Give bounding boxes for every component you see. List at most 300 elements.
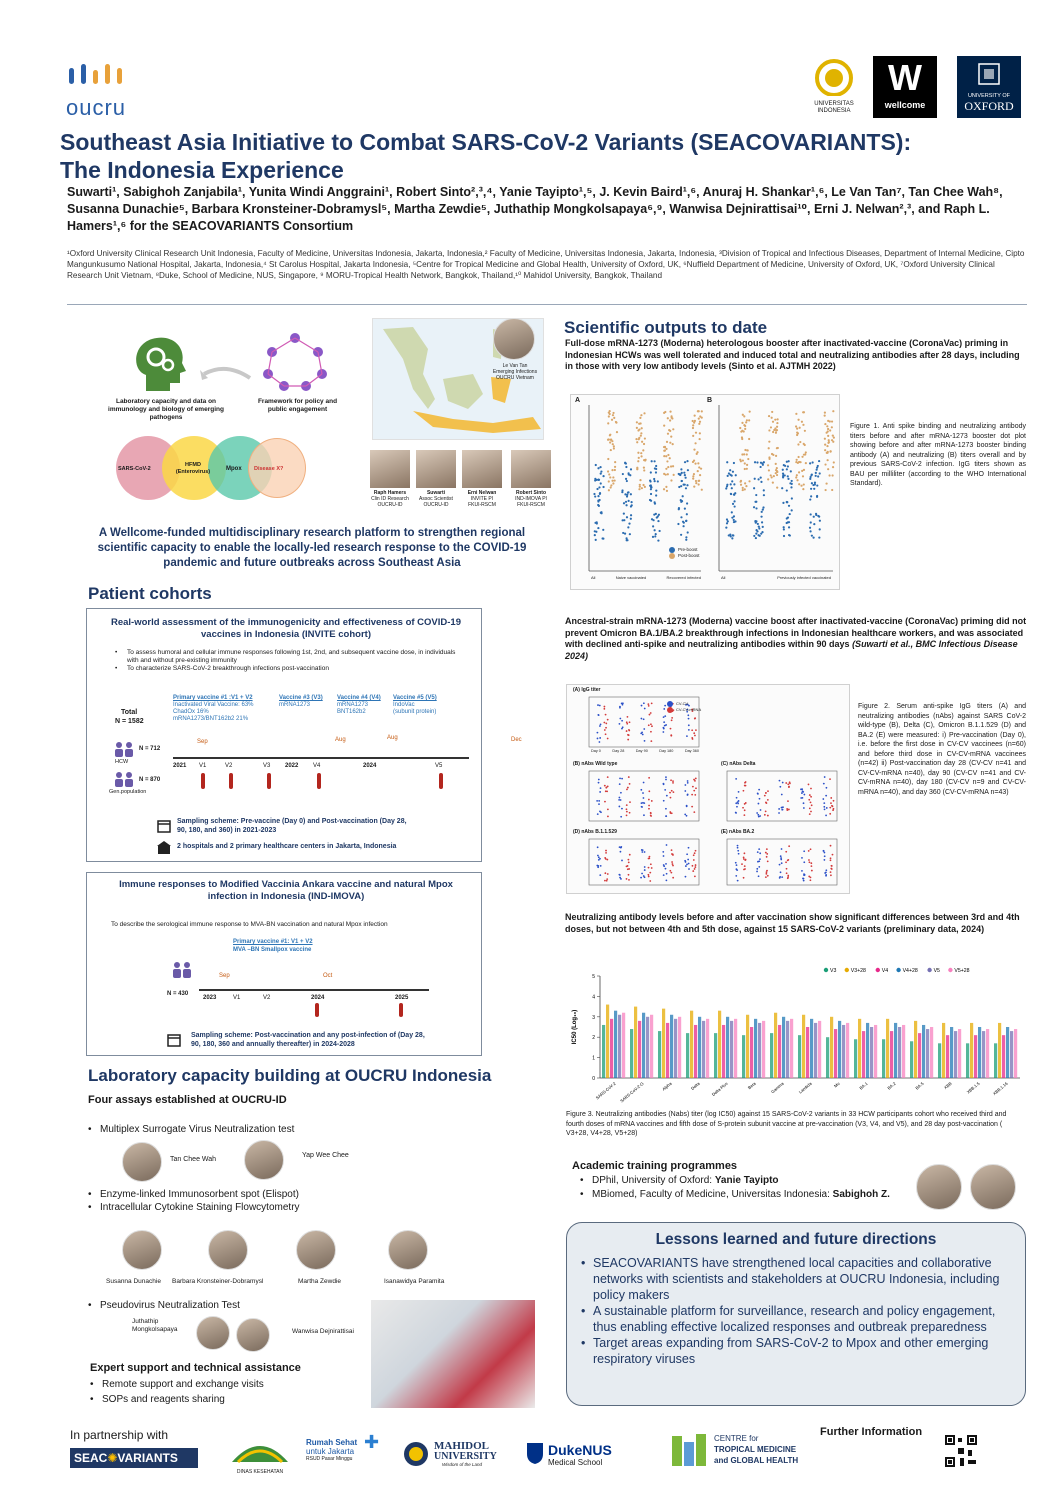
figure2-point bbox=[758, 875, 760, 877]
figure2-point bbox=[688, 868, 690, 870]
figure2-point bbox=[603, 722, 605, 724]
figure2-point bbox=[810, 801, 812, 803]
figure1-point bbox=[698, 423, 700, 425]
figure2-point bbox=[695, 850, 697, 852]
figure1-point bbox=[775, 455, 777, 457]
figure1-point bbox=[594, 495, 596, 497]
figure2-point bbox=[685, 876, 687, 878]
figure2-point bbox=[596, 800, 598, 802]
figure2-point bbox=[744, 803, 746, 805]
bar-v3-plus-28 bbox=[774, 1013, 777, 1078]
figure2-point bbox=[787, 783, 789, 785]
figure1-point bbox=[699, 438, 701, 440]
ctmgh-text-3: and GLOBAL HEALTH bbox=[714, 1456, 799, 1465]
figure2-point bbox=[735, 875, 737, 877]
figure2-point bbox=[695, 778, 697, 780]
figure1-point bbox=[726, 485, 728, 487]
bar-v5-plus-28 bbox=[762, 1021, 765, 1078]
figure1-point bbox=[744, 488, 746, 490]
figure2-point bbox=[735, 862, 737, 864]
figure2-point bbox=[808, 799, 810, 801]
oucru-logo-text: oucru bbox=[66, 95, 127, 120]
figure1-point bbox=[627, 492, 629, 494]
figure1-point bbox=[798, 483, 800, 485]
out2-summary: Ancestral-strain mRNA-1273 (Moderna) vaccine boost after inactivated-vaccine (CoronaVac) priming did not prevent Omicron BA.1/BA.2 breakthrough infections in Indonesian healthcare workers, and was associated with declined anti-spike and neutralizing antibodies within 90 days bbox=[565, 616, 1027, 649]
figure1-point bbox=[602, 486, 604, 488]
figure1-point bbox=[800, 485, 802, 487]
figure1-point bbox=[744, 425, 746, 427]
figure2-caption: Figure 2. Serum anti-spike IgG titers (A) and neutralizing antibodies (nAbs) against SARS CoV-2 wild-type (B), Delta (C), Omicron B.1.1.529 (D) and BA.2 (E) were measured: i) Pre-vaccination (Day 0), i.e. before the first dose in CV-CV vaccinees (n=60) and before third dose in CV-CV-mRNA vaccinees (n=42) ii) Post-vaccination day 28 (CV-CV n=41 and CV-CV-mRNA n=40), day 90 (CV-CV n=41 and CV-CV-mRNA n=40), day 180 (CV-CV n=9 and CV-CV-mRNA n=40), and day 360 (CV-CV-mRNA n=43) bbox=[858, 703, 1026, 796]
figure1-point bbox=[824, 412, 826, 414]
figure1-point bbox=[801, 470, 803, 472]
figure2-point bbox=[692, 786, 694, 788]
imova-calendar-icon bbox=[167, 1033, 181, 1047]
figure2-point bbox=[626, 804, 628, 806]
figure1-point bbox=[760, 533, 762, 535]
figure1-point bbox=[746, 464, 748, 466]
figure1-point bbox=[643, 443, 645, 445]
person-name: Isanawidya Paramita bbox=[384, 1278, 445, 1285]
figure2-point bbox=[605, 858, 607, 860]
figure2-point bbox=[597, 704, 599, 706]
figure1-point bbox=[817, 465, 819, 467]
figure1-point bbox=[593, 493, 595, 495]
venn-diagram bbox=[116, 436, 308, 500]
y-tick-label: 1 bbox=[592, 1055, 595, 1062]
figure1-point bbox=[804, 430, 806, 432]
figure1-point bbox=[832, 435, 834, 437]
lesson-item: • A sustainable platform for surveillance, research and policy engagement, thus enabling effective localized responses and outbreak preparedness bbox=[593, 1303, 1009, 1335]
figure2-point bbox=[688, 863, 690, 865]
bar-v3 bbox=[686, 1033, 689, 1078]
imova-visit: V2 bbox=[263, 995, 271, 1001]
figure1-point bbox=[666, 460, 668, 462]
figure2-point bbox=[626, 811, 628, 813]
figure1-point bbox=[630, 514, 632, 516]
figure1-point bbox=[811, 474, 813, 476]
figure1-point bbox=[597, 467, 599, 469]
figure2-point bbox=[651, 800, 653, 802]
figure1-point bbox=[796, 479, 798, 481]
figure2-point bbox=[640, 877, 642, 879]
figure2-point bbox=[785, 782, 787, 784]
figure2-point bbox=[811, 870, 813, 872]
figure1-point bbox=[611, 480, 613, 482]
bar-v5-plus-28 bbox=[930, 1027, 933, 1078]
legend-swatch bbox=[927, 968, 931, 972]
figure2-point bbox=[822, 798, 824, 800]
figure1-point bbox=[597, 500, 599, 502]
figure2-point bbox=[598, 803, 600, 805]
vaccine-col-body: Inactivated Viral Vaccine: 63% ChadOx 16% mRNA1273/BNT162b2 21% bbox=[173, 702, 254, 722]
figure2-point bbox=[597, 865, 599, 867]
figure1-point bbox=[732, 503, 734, 505]
figure2-point bbox=[650, 815, 652, 817]
figure1-point bbox=[755, 494, 757, 496]
figure2-point bbox=[619, 718, 621, 720]
training-prefix: MBiomed, Faculty of Medicine, Universitas Indonesia: bbox=[592, 1189, 833, 1200]
figure2-point bbox=[686, 853, 688, 855]
training-list bbox=[580, 1174, 910, 1202]
timeline-visit: V3 bbox=[263, 763, 271, 769]
bar-v4 bbox=[610, 1019, 613, 1078]
ui-logo-text: UNIVERSITAS INDONESIA bbox=[814, 101, 854, 114]
figure2-point bbox=[803, 807, 805, 809]
legend-swatch bbox=[948, 968, 952, 972]
figure1-point bbox=[624, 533, 626, 535]
figure1-point bbox=[742, 487, 744, 489]
figure2-point bbox=[648, 858, 650, 860]
figure1-point bbox=[754, 501, 756, 503]
figure2-point bbox=[789, 781, 791, 783]
figure2-point bbox=[606, 790, 608, 792]
figure2-point bbox=[832, 854, 834, 856]
figure1-point bbox=[638, 488, 640, 490]
figure2-point bbox=[598, 779, 600, 781]
figure2-point bbox=[644, 740, 646, 742]
figure2-point bbox=[757, 793, 759, 795]
figure2-point bbox=[627, 787, 629, 789]
figure1-point bbox=[651, 460, 653, 462]
x-tick-label: SARS-CoV-2-G bbox=[619, 1080, 645, 1104]
bar-v4-plus-28 bbox=[866, 1023, 869, 1078]
figure2-point bbox=[621, 720, 623, 722]
x-tick-label: XBB bbox=[943, 1080, 953, 1091]
figure2-point bbox=[619, 846, 621, 848]
invite-bullet: • To characterize SARS-CoV-2 breakthrough infections post-vaccination bbox=[127, 665, 465, 673]
figure1-point bbox=[733, 494, 735, 496]
figure1-point bbox=[776, 474, 778, 476]
figure1-point bbox=[815, 475, 817, 477]
figure2-point bbox=[651, 702, 653, 704]
figure2-point bbox=[604, 706, 606, 708]
figure1-point bbox=[771, 476, 773, 478]
person-photo bbox=[462, 450, 502, 488]
figure1-point bbox=[680, 468, 682, 470]
legend-label: V3+28 bbox=[850, 968, 866, 974]
figure1-point bbox=[801, 421, 803, 423]
figure1-point bbox=[597, 527, 599, 529]
figure2-point bbox=[604, 872, 606, 874]
figure1-point bbox=[744, 428, 746, 430]
figure1-point bbox=[625, 466, 627, 468]
figure1-point bbox=[744, 482, 746, 484]
oxford-big-text: OXFORD bbox=[964, 99, 1014, 113]
bar-v4 bbox=[638, 1021, 641, 1078]
figure1-point bbox=[641, 427, 643, 429]
figure2-point bbox=[648, 808, 650, 810]
figure2-point bbox=[606, 878, 608, 880]
invite-sampling: Sampling scheme: Pre-vaccine (Day 0) and Post-vaccination (Day 28, 90, 180, and 360) in 2021-2023 bbox=[177, 818, 407, 834]
bar-v5-plus-28 bbox=[734, 1019, 737, 1078]
bar-v4 bbox=[1002, 1035, 1005, 1078]
vaccine-col-body: mRNA1273 BNT162b2 bbox=[337, 702, 369, 715]
figure2-point bbox=[648, 876, 650, 878]
figure2-point bbox=[736, 806, 738, 808]
figure1-point bbox=[816, 484, 818, 486]
figure1-point bbox=[635, 438, 637, 440]
figure2-point bbox=[643, 797, 645, 799]
figure2-point bbox=[641, 718, 643, 720]
figure1-point bbox=[777, 447, 779, 449]
figure1-point bbox=[652, 536, 654, 538]
figure1-point bbox=[795, 425, 797, 427]
figure1-point bbox=[610, 439, 612, 441]
figure1-point bbox=[726, 522, 728, 524]
imova-people-icon bbox=[171, 961, 193, 979]
bar-v3 bbox=[938, 1043, 941, 1078]
figure1-point bbox=[817, 475, 819, 477]
figure2-point bbox=[650, 712, 652, 714]
imova-month: Sep bbox=[219, 973, 230, 979]
wellcome-letter: W bbox=[888, 57, 922, 98]
figure2-point bbox=[618, 806, 620, 808]
bar-v3-plus-28 bbox=[886, 1019, 889, 1078]
group-label: Previously infected vaccinated bbox=[777, 575, 831, 580]
figure1-point bbox=[755, 507, 757, 509]
figure1-point bbox=[643, 412, 645, 414]
figure2-point bbox=[641, 851, 643, 853]
figure2-point bbox=[606, 786, 608, 788]
figure1-point bbox=[789, 513, 791, 515]
figure2-point bbox=[810, 796, 812, 798]
figure2-point bbox=[785, 861, 787, 863]
figure1-point bbox=[643, 467, 645, 469]
bar-v3-plus-28 bbox=[606, 1005, 609, 1078]
oxford-logo bbox=[957, 56, 1021, 118]
figure1-point bbox=[663, 425, 665, 427]
figure2-legend bbox=[667, 701, 701, 713]
person-photo bbox=[388, 1230, 428, 1270]
figure1-point bbox=[805, 451, 807, 453]
figure1-point bbox=[824, 438, 826, 440]
hospital-icon bbox=[157, 841, 171, 855]
figure2-point bbox=[765, 801, 767, 803]
bar-v3-plus-28 bbox=[830, 1017, 833, 1078]
figure1-point bbox=[788, 505, 790, 507]
intro-arrow-icon bbox=[198, 360, 254, 384]
legend-label: V5+28 bbox=[954, 968, 970, 974]
figure1-point bbox=[602, 529, 604, 531]
bar-v4 bbox=[834, 1029, 837, 1078]
affiliations: ¹Oxford University Clinical Research Unit Indonesia, Faculty of Medicine, Universitas Indonesia, Jakarta, Indonesia,² Faculty of Medicine, Universitas Indonesia, Jakarta, Indonesia, ³Division of Tropical and Infectious Diseases, Department of Internal Medicine, Cipto Mangunkusumo National Hospital, Jakarta, Indonesia,⁴ St Carolus Hospital, Jakarta Indonesia, ⁵Centre for Tropical Medicine and Global Health, University of Oxford, UK, ⁶Nuffield Department of Medicine, University of Oxford, UK, ⁷Oxford University Clinical Research Unit Vietnam, ⁸Duke, School of Medicine, NUS, Singapore, ⁹ MORU-Tropical Health Network, Bangkok, Thailand,¹⁰ Mahidol University, Bangkok, Thailand bbox=[67, 249, 1025, 280]
figure1-point bbox=[630, 518, 632, 520]
figure1-point bbox=[812, 461, 814, 463]
figure1-point bbox=[746, 453, 748, 455]
figure1-point bbox=[799, 441, 801, 443]
figure1-point bbox=[616, 431, 618, 433]
figure2-point bbox=[600, 865, 602, 867]
lab-photo bbox=[371, 1300, 535, 1408]
figure1-point bbox=[788, 526, 790, 528]
figure1-point bbox=[697, 480, 699, 482]
figure2-point bbox=[670, 797, 672, 799]
figure3 bbox=[566, 962, 1028, 1108]
figure1-point bbox=[827, 428, 829, 430]
legend-label: V4 bbox=[881, 968, 889, 974]
figure2-point bbox=[619, 877, 621, 879]
figure1-point bbox=[783, 526, 785, 528]
figure1-point bbox=[790, 486, 792, 488]
figure2-point bbox=[627, 865, 629, 867]
figure1-point bbox=[774, 419, 776, 421]
support-heading: Expert support and technical assistance bbox=[90, 1362, 301, 1374]
figure1-point bbox=[772, 431, 774, 433]
figure2-point bbox=[809, 813, 811, 815]
bar-v5 bbox=[758, 1023, 761, 1078]
x-tick-label: Gamma bbox=[770, 1080, 785, 1095]
figure1-point bbox=[744, 449, 746, 451]
figure2-point bbox=[648, 799, 650, 801]
figure2-point bbox=[779, 780, 781, 782]
invite-box bbox=[86, 608, 522, 862]
intro-statement: A Wellcome-funded multidisciplinary research platform to strengthen regional scientific capacity to enable the locally-led research response to the COVID-19 pandemic and future outbreaks across Southeast Asia bbox=[97, 527, 527, 569]
figure1-point bbox=[667, 433, 669, 435]
figure1-point bbox=[700, 468, 702, 470]
figure1-point bbox=[685, 539, 687, 541]
figure1 bbox=[570, 394, 840, 590]
figure1-point bbox=[797, 456, 799, 458]
figure2-point bbox=[599, 737, 601, 739]
person-org: OUCRU-ID bbox=[423, 502, 449, 508]
dukenus-logo bbox=[526, 1442, 650, 1470]
figure2-point bbox=[688, 729, 690, 731]
figure1-point bbox=[741, 436, 743, 438]
figure1-point bbox=[753, 506, 755, 508]
figure1-point bbox=[759, 466, 761, 468]
figure1-point bbox=[783, 464, 785, 466]
figure1-point bbox=[749, 411, 751, 413]
figure2-point bbox=[765, 852, 767, 854]
figure2-point bbox=[692, 865, 694, 867]
figure2-point bbox=[759, 798, 761, 800]
figure1-point bbox=[819, 528, 821, 530]
figure1-point bbox=[698, 483, 700, 485]
figure1-point bbox=[640, 422, 642, 424]
figure2-point bbox=[735, 778, 737, 780]
figure2-point bbox=[650, 863, 652, 865]
figure2-point bbox=[648, 790, 650, 792]
person-photo bbox=[208, 1230, 248, 1270]
person-photo bbox=[122, 1230, 162, 1270]
figure2-point bbox=[687, 794, 689, 796]
bar-v4 bbox=[946, 1035, 949, 1078]
figure2-point bbox=[647, 703, 649, 705]
figure1-point bbox=[798, 471, 800, 473]
bar-v5-plus-28 bbox=[818, 1021, 821, 1078]
bar-v4 bbox=[750, 1027, 753, 1078]
figure1-point bbox=[743, 430, 745, 432]
bar-v5 bbox=[926, 1029, 929, 1078]
figure1-point bbox=[693, 422, 695, 424]
figure2-point bbox=[626, 814, 628, 816]
figure2-point bbox=[598, 856, 600, 858]
figure2-point bbox=[744, 859, 746, 861]
group-label: Recovered infected bbox=[666, 575, 701, 580]
figure1-point bbox=[699, 415, 701, 417]
figure1-point bbox=[678, 473, 680, 475]
figure1-point bbox=[791, 497, 793, 499]
figure1-point bbox=[680, 534, 682, 536]
bar-v5-plus-28 bbox=[706, 1019, 709, 1078]
imova-timeline bbox=[199, 969, 429, 1019]
figure2-point bbox=[765, 792, 767, 794]
training-name: Yanie Tayipto bbox=[714, 1175, 779, 1186]
figure1-point bbox=[730, 483, 732, 485]
figure2-point bbox=[782, 782, 784, 784]
figure1-point bbox=[665, 448, 667, 450]
figure1-point bbox=[725, 487, 727, 489]
vaccine-col bbox=[173, 695, 273, 723]
figure1-point bbox=[802, 411, 804, 413]
bar-v5-plus-28 bbox=[1014, 1029, 1017, 1078]
qr-code[interactable] bbox=[944, 1434, 978, 1468]
intro-people bbox=[368, 450, 558, 512]
figure2-point bbox=[599, 811, 601, 813]
figure2-point bbox=[778, 812, 780, 814]
figure1-point bbox=[669, 419, 671, 421]
figure1-point bbox=[731, 487, 733, 489]
timeline-year: 2022 bbox=[285, 763, 299, 769]
person-role: Clin ID Research bbox=[371, 496, 409, 502]
figure2-point bbox=[687, 780, 689, 782]
figure2-point bbox=[669, 811, 671, 813]
figure1-point bbox=[609, 434, 611, 436]
figure2-point bbox=[685, 865, 687, 867]
figure1-point bbox=[613, 447, 615, 449]
figure1-point bbox=[630, 468, 632, 470]
figure2-point bbox=[670, 779, 672, 781]
figure2-point bbox=[758, 848, 760, 850]
figure1-point bbox=[767, 478, 769, 480]
figure1-point bbox=[596, 488, 598, 490]
figure2-point bbox=[648, 705, 650, 707]
figure2-point bbox=[779, 786, 781, 788]
figure1-point bbox=[650, 488, 652, 490]
poster-title bbox=[60, 128, 1020, 184]
figure2-point bbox=[597, 855, 599, 857]
figure1-point bbox=[665, 455, 667, 457]
figure1-point bbox=[732, 534, 734, 536]
imova-year: 2025 bbox=[395, 995, 409, 1001]
figure1-point bbox=[596, 479, 598, 481]
figure1-point bbox=[637, 452, 639, 454]
figure2-point bbox=[599, 874, 601, 876]
person-role: IND-IMOVA PI bbox=[515, 496, 547, 502]
bar-v3 bbox=[966, 1043, 969, 1078]
figure1-point bbox=[814, 483, 816, 485]
header-divider bbox=[67, 304, 1027, 305]
figure1-point bbox=[649, 480, 651, 482]
figure2-point bbox=[597, 732, 599, 734]
mahidol-logo bbox=[402, 1440, 512, 1470]
figure2-point bbox=[756, 812, 758, 814]
figure2-point bbox=[766, 853, 768, 855]
figure1-point bbox=[655, 494, 657, 496]
figure1-point bbox=[695, 482, 697, 484]
figure1-point bbox=[731, 480, 733, 482]
figure1-point bbox=[642, 484, 644, 486]
figure2-point bbox=[597, 813, 599, 815]
figure2-point bbox=[691, 806, 693, 808]
figure2-point bbox=[664, 705, 666, 707]
figure2-point bbox=[831, 805, 833, 807]
figure2-point bbox=[626, 721, 628, 723]
figure1-point bbox=[642, 449, 644, 451]
figure2-point bbox=[629, 854, 631, 856]
training-name: Sabighoh Z. bbox=[832, 1189, 890, 1200]
figure2-point bbox=[663, 800, 665, 802]
